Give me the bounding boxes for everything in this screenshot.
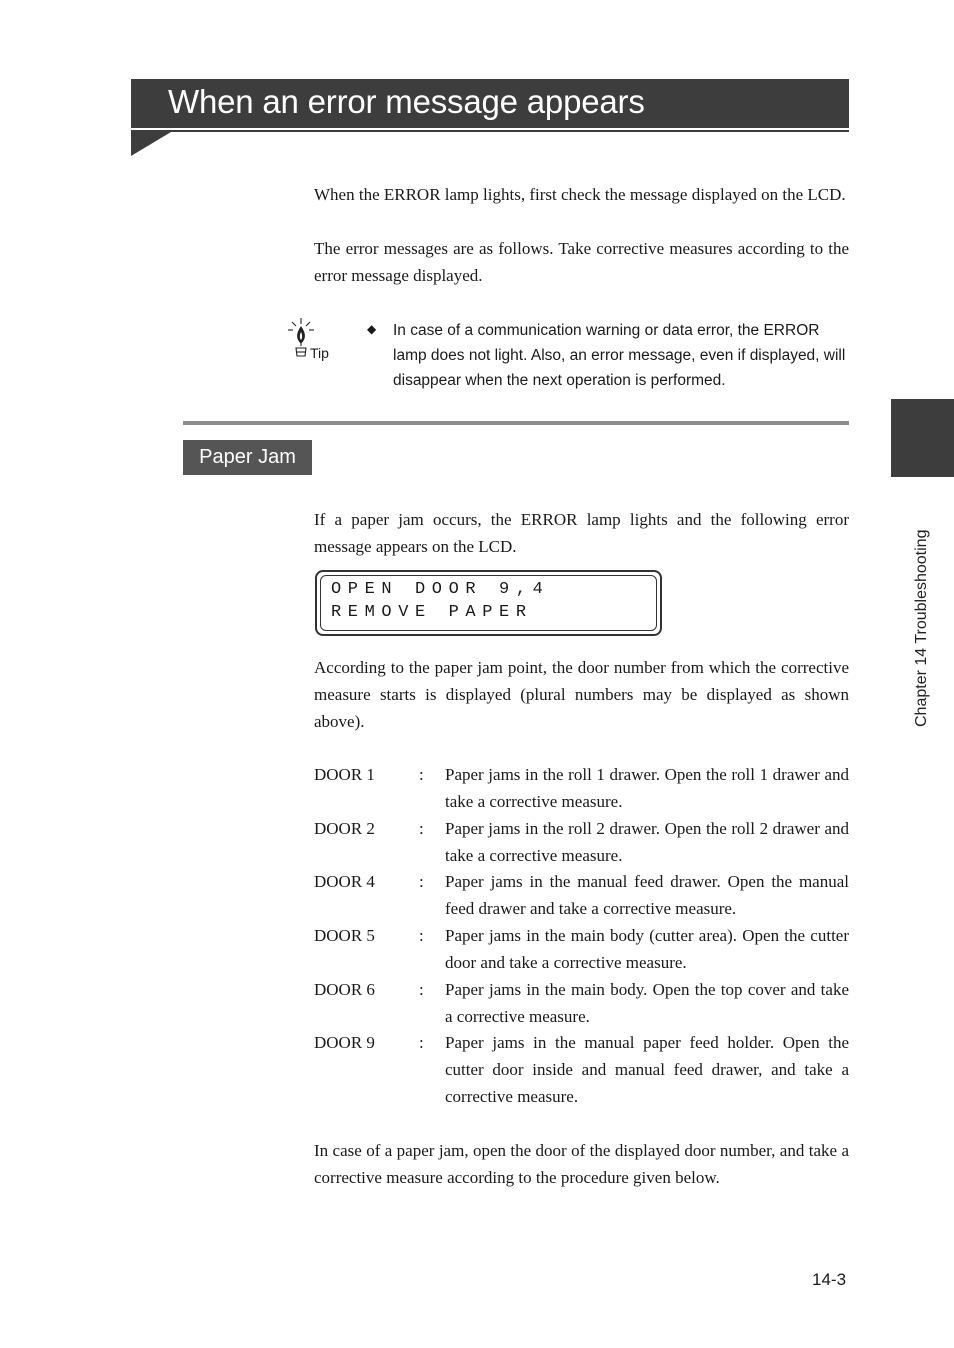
intro-paragraph-1: When the ERROR lamp lights, first check the message displayed on the LCD. xyxy=(314,185,846,204)
door-name: DOOR 9 xyxy=(314,1033,375,1052)
lcd-display xyxy=(315,570,662,636)
title-underline xyxy=(131,130,849,132)
chapter-label: Chapter 14 Troubleshooting xyxy=(913,529,930,727)
lcd-line-2: REMOVE PAPER xyxy=(331,603,533,622)
page-title: When an error message appears xyxy=(168,83,645,120)
door-name: DOOR 4 xyxy=(314,872,375,891)
paper-jam-intro: If a paper jam occurs, the ERROR lamp lights and the following error message appears on the LCD. xyxy=(314,510,849,556)
door-description: Paper jams in the roll 1 drawer. Open the roll 1 drawer and take a corrective measure. xyxy=(445,765,849,811)
door-name: DOOR 6 xyxy=(314,980,375,999)
door-name: DOOR 1 xyxy=(314,765,375,784)
door-separator: : xyxy=(419,819,424,838)
closing-paragraph: In case of a paper jam, open the door of the displayed door number, and take a corrective measure according to the procedure given below. xyxy=(314,1141,849,1187)
section-divider xyxy=(183,421,849,425)
title-bar xyxy=(131,79,849,128)
diamond-bullet-icon: ◆ xyxy=(367,322,377,336)
door-description: Paper jams in the roll 2 drawer. Open the roll 2 drawer and take a corrective measure. xyxy=(445,819,849,865)
explanation-paragraph: According to the paper jam point, the door number from which the corrective measure starts is displayed (plural numbers may be displayed as shown above). xyxy=(314,658,849,731)
door-separator: : xyxy=(419,980,424,999)
door-description: Paper jams in the main body. Open the top cover and take a corrective measure. xyxy=(445,980,849,1026)
intro-paragraph-2: The error messages are as follows. Take corrective measures according to the error message displayed. xyxy=(314,239,849,285)
door-name: DOOR 2 xyxy=(314,819,375,838)
door-description: Paper jams in the manual feed drawer. Open the manual feed drawer and take a corrective measure. xyxy=(445,872,849,918)
door-description: Paper jams in the manual paper feed holder. Open the cutter door inside and manual feed drawer, and take a corrective measure. xyxy=(445,1033,849,1106)
chapter-tab xyxy=(891,399,954,477)
page-number: 14-3 xyxy=(812,1270,847,1289)
door-separator: : xyxy=(419,926,424,945)
tip-label: Tip xyxy=(310,345,329,361)
door-name: DOOR 5 xyxy=(314,926,375,945)
tip-text: In case of a communication warning or data error, the ERROR lamp does not light. Also, an error message, even if displayed, will disappear when the next operation is performed. xyxy=(393,322,846,389)
door-separator: : xyxy=(419,1033,424,1052)
title-notch xyxy=(131,132,171,156)
door-separator: : xyxy=(419,872,424,891)
lcd-line-1: OPEN DOOR 9,4 xyxy=(331,580,550,599)
section-title: Paper Jam xyxy=(183,440,312,475)
door-separator: : xyxy=(419,765,424,784)
door-description: Paper jams in the main body (cutter area). Open the cutter door and take a corrective measure. xyxy=(445,926,849,972)
